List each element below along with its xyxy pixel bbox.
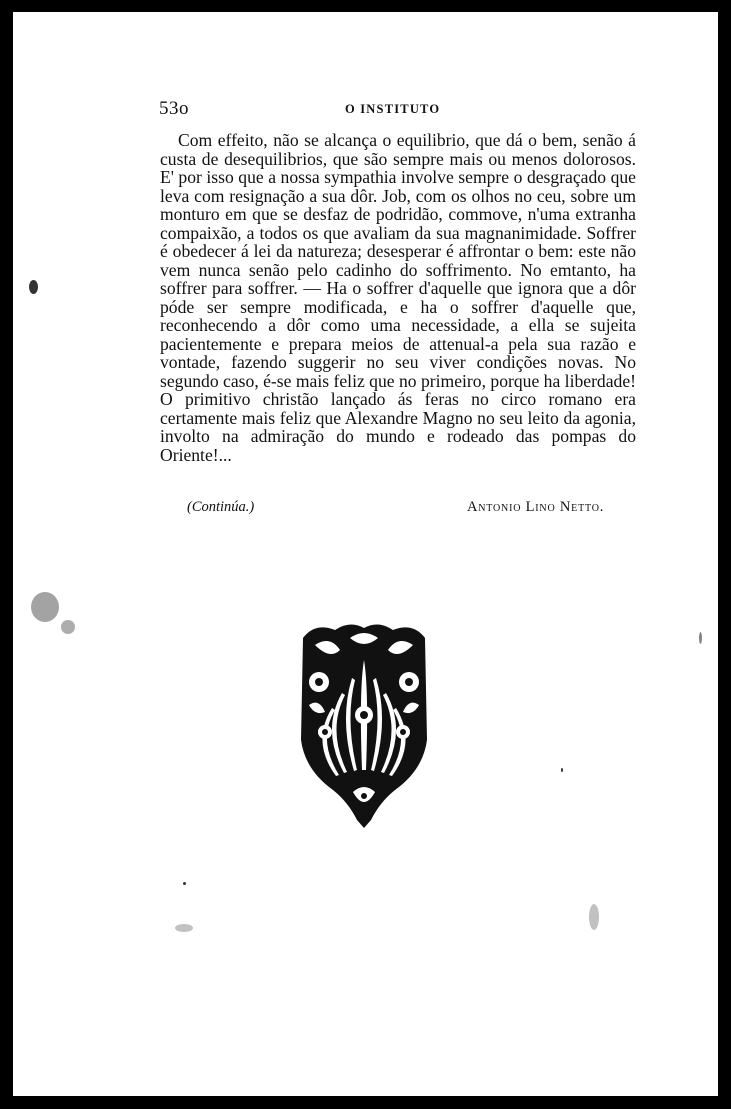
continua-note: (Continúa.) [187, 499, 255, 515]
running-head: O INSTITUTO [345, 102, 441, 116]
floral-ornament-icon [295, 620, 433, 830]
author-signature: Antonio Lino Netto. [467, 499, 605, 515]
scan-speck [61, 620, 75, 634]
page [13, 12, 718, 1096]
scan-speck [561, 768, 563, 772]
scan-speck [183, 882, 186, 885]
page-number: 53o [159, 98, 189, 119]
scan-speck [29, 280, 38, 294]
scan-speck [175, 924, 193, 932]
scan-speck [31, 592, 59, 622]
scan-speck [589, 904, 599, 930]
scan-speck [699, 632, 702, 644]
body-paragraph: Com effeito, não se alcança o equilibrio, que dá o bem, senão á custa de desequilibrios, que são sempre mais ou menos dolorosos. E' por isso que a nossa sympathia involve sempre o desgraçado que leva com resignação a sua dôr. Job, com os olhos no ceu, sobre um monturo em que se desfaz de podridão, commove, n'uma extranha compaixão, a todos os que avaliam da sua magnanimidade. Soffrer é obedecer á lei da natureza; desesperar é affrontar o bem: este não vem nunca senão pelo cadinho do soffrimento. No emtanto, ha soffrer para soffrer. — Ha o soffrer d'aquelle que ignora que a dôr póde ser sempre modificada, e ha o soffrer d'aquelle que, reconhecendo a dôr como uma necessidade, a ella se sujeita pacientemente e prepara meios de attenual-a pela sua razão e vontade, fazendo suggerir no seu viver condições novas. No segundo caso, é-se mais feliz que no primeiro, porque ha liberdade! O primitivo christão lançado ás feras no circo romano era certamente mais feliz que Alexandre Magno no seu leito da agonia, involto na admiração do mundo e rodeado das pompas do Oriente!... [160, 130, 636, 465]
